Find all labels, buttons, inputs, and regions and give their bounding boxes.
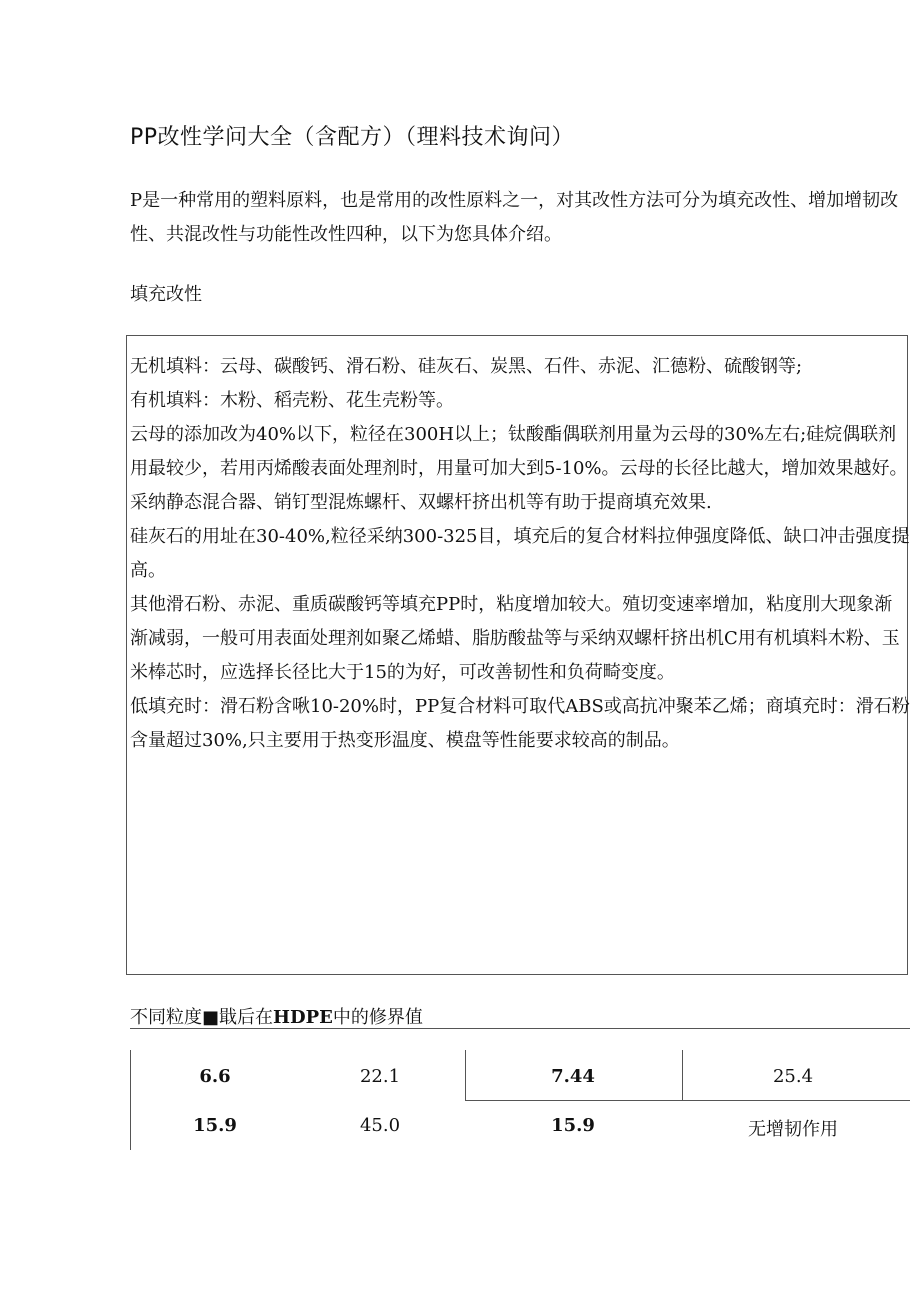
caption-rule [130,1028,910,1029]
page-title: PP改性学问大全（含配方）（理料技术询问） [130,125,575,150]
box-paragraph-talc: 低填充时：滑石粉含啾10-20%时，PP复合材料可取代ABS或高抗冲聚苯乙烯；商填充时：滑石粉含量超过30%,只主要用于热变形温度、模盘等性能要求较高的制品。 [130,696,910,751]
box-paragraph-wollastonite: 硅灰石的用址在30-40%,粒径采纳300-325目，填充后的复合材料拉伸强度降低、缺口冲击强度提高。 [130,526,910,581]
table-cell: 45.0 [359,1115,401,1136]
table-divider-right [682,1050,683,1100]
caption-bold: HDPE [273,1007,333,1028]
caption-prefix: 不同粒度 [130,1007,202,1028]
table-cell: 15.9 [193,1115,237,1136]
table-border-left [130,1050,131,1150]
table-cell: 6.6 [199,1066,231,1087]
caption-mark: ■ [202,1007,220,1028]
section-heading: 填充改性 [130,284,202,305]
table-caption [130,1003,423,1029]
box-paragraph-inorganic: 无机填料：云母、碳酸钙、滑石粉、硅灰石、炭黑、石件、赤泥、汇德粉、硫酸钢等; [130,356,803,377]
table-cell: 15.9 [551,1115,595,1136]
box-paragraph-organic: 有机填料：木粉、稻壳粉、花生壳粉等。 [130,390,454,411]
table-cell: 25.4 [772,1066,814,1087]
filler-info-text [130,350,910,758]
table-cell: 22.1 [359,1066,401,1087]
filler-info-box [126,335,908,975]
table-row-rule [465,1100,910,1101]
intro-paragraph: P是一种常用的塑料原料，也是常用的改性原料之一，对其改性方法可分为填充改性、增加增韧改性、共混改性与功能性改性四种，以下为您具体介绍。 [130,190,899,245]
box-paragraph-others: 其他滑石粉、赤泥、重质碳酸钙等填充PP时，粘度增加较大。殖切变速率增加，粘度刖大现象渐渐减弱，一般可用表面处理剂如聚乙烯蜡、脂肪酸盐等与采纳双螺杆挤出机C用有机填料木粉、玉米棒芯时，应选择长径比大于15的为好，可改善韧性和负荷畸变度。 [130,594,900,683]
caption-suffix: 中的修界值 [332,1007,423,1028]
table-divider-mid [465,1050,466,1100]
table-cell: 无增韧作用 [748,1119,838,1140]
table-cell: 7.44 [551,1066,595,1087]
caption-middle: 戢后在 [219,1007,274,1028]
box-paragraph-mica: 云母的添加改为40%以下，粒径在300H以上；钛酸酯偶联剂用量为云母的30%左右;硅烷偶联剂用最较少，若用丙烯酸表面处理剂时，用量可加大到5-10%。云母的长径比越大，增加效果越好。采纳静态混合器、销钉型混炼螺杆、双螺杆挤出机等有助于提商填充效果. [130,424,908,513]
